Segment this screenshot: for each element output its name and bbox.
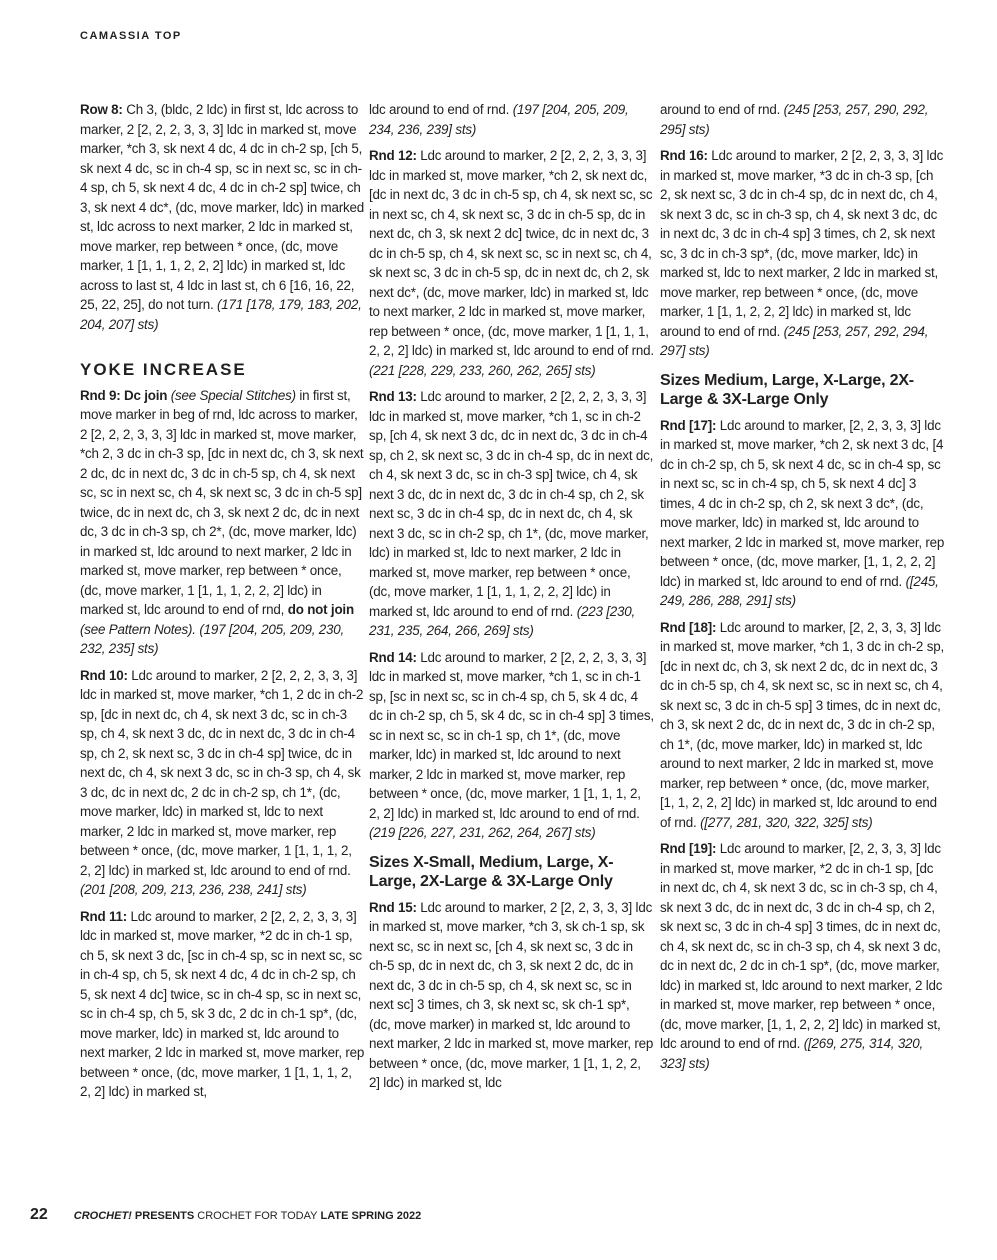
sizes-heading: Sizes Medium, Large, X-Large, 2X-Large & 3X-Large Only [660,371,914,408]
stitch-count: ([277, 281, 320, 322, 325] sts) [700,814,873,830]
rnd-13-instruction: Rnd 13: Ldc around to marker, 2 [2, 2, 2, 3, 3, 3] ldc in marked st, move marker, *ch 1, sc in ch-2 sp, [ch 4, sk next 3 dc, dc in next dc, 3 dc in ch-4 sp, ch 2, sk next sc, 3 dc in ch-4 sp, dc in next dc, ch 4, sk next 3 dc, sc in ch-3 sp] twice, ch 4, sk next 3 dc, dc in next dc, 3 dc in ch-4 sp, ch 2, sk next sc, 3 dc in ch-4 sp, dc in next dc, ch 4, sk next 3 dc, sc in ch-2 sp, ch 1*, (dc, move marker, ldc) in marked st, ldc to next marker, 2 ldc in marked st, move marker, rep between * once, (dc, move marker, 1 [1, 1, 1, 2, 2, 2] ldc) in marked st, ldc around to end of rnd. (223 [230, 231, 235, 264, 266, 269] sts) [369,389,654,638]
row-label: Rnd 12: [369,148,417,163]
rnd-15-instruction: Rnd 15: Ldc around to marker, 2 [2, 2, 3, 3, 3] ldc in marked st, move marker, *ch 3, sk ch-1 sp, sk next sc, sc in next sc, [ch 4, sk next sc, 3 dc in ch-5 sp, dc in next dc, ch 3, sk next 2 dc, dc in next dc, 3 dc in ch-5 sp, ch 4, sk next sc, sc in next sc] 3 times, ch 3, sk next sc, sk ch-1 sp*, (dc, move marker) in marked st, ldc around to next marker, 2 ldc in marked st, move marker, rep between * once, (dc, move marker, 1 [1, 1, 2, 2, 2] ldc) in marked st, ldc [369,899,654,1090]
section-title: YOKE INCREASE [80,360,247,379]
rnd-11-instruction: Rnd 11: Ldc around to marker, 2 [2, 2, 2, 3, 3, 3] ldc in marked st, move marker, *2 dc in ch-1 sp, ch 5, sk next 3 dc, [sc in ch-4 sp, sc in next sc, sc in ch-4 sp, ch 5, sk next 4 dc, 4 dc in ch-2 sp, ch 5, sk next 4 dc] twice, sc in ch-4 sp, sc in next sc, sc in ch-4 sp, ch 5, sk 3 dc, 2 dc in ch-1 sp*, (dc, move marker, ldc) in marked st, ldc around to next marker, 2 ldc in marked st, move marker, rep between * once, (dc, move marker, 1 [1, 1, 1, 2, 2, 2] ldc) in marked st, [80,908,365,1099]
running-header: CAMASSIA TOP [80,30,182,42]
row-label: Rnd 10: [80,667,128,683]
stitch-count: (171 [178, 179, 183, 202, 204, 207] sts) [80,297,362,332]
magazine-brand: CROCHET! [73,1210,132,1222]
row-label: Rnd [17]: [660,417,717,433]
column-1 [80,100,365,1109]
row-label: Rnd 16: [660,148,708,163]
rnd-17-instruction: Rnd [17]: Ldc around to marker, [2, 2, 3, 3, 3] ldc in marked st, move marker, *ch 2, sk next 3 dc, [4 dc in ch-2 sp, ch 5, sk next 4 dc, sc in ch-4 sp, sc in next sc, sc in ch-4 sp, ch 5, sk next 4 dc] 3 times, 4 dc in ch-2 sp, ch 2, sk next 3 dc*, (dc, move marker, ldc) in marked st, ldc around to next marker, 2 ldc in marked st, move marker, rep between * once, (dc, move marker, [1, 1, 2, 2, 2] ldc) in marked st, ldc around to end of rnd. ([245, 249, 286, 288, 291] sts) [660,417,945,608]
rnd-12-instruction: Rnd 12: Ldc around to marker, 2 [2, 2, 2, 3, 3, 3] ldc in marked st, move marker, *ch 2, sk next dc, [dc in next dc, 3 dc in ch-5 sp, ch 4, sk next sc, sc in next sc, ch 4, sk next sc, 3 dc in ch-5 sp, dc in next dc, ch 3, sk next 2 dc] twice, dc in next dc, 3 dc in ch-5 sp, ch 4, sk next sc, sc in next sc, ch 4, sk next sc, 3 dc in ch-5 sp, dc in next dc, ch 2, sk next dc*, (dc, move marker, ldc) in marked st, ldc to next marker, 2 ldc in marked st, move marker, rep between * once, (dc, move marker, 1 [1, 1, 1, 2, 2, 2] ldc) in marked st, ldc around to end of rnd. (221 [228, 229, 233, 260, 262, 265] sts) [369,148,654,378]
row-label: Rnd 15: [369,899,417,915]
rnd-16-instruction: Rnd 16: Ldc around to marker, 2 [2, 2, 3, 3, 3] ldc in marked st, move marker, *3 dc in ch-3 sp, [ch 2, sk next sc, 3 dc in ch-4 sp, dc in next dc, ch 4, sk next 3 dc, sc in ch-3 sp, ch 4, sk next 3 dc, dc in next dc, 3 dc in ch-4 sp] 3 times, ch 2, sk next sc, 3 dc in ch-3 sp*, (dc, move marker, ldc) in marked st, ldc to next marker, 2 ldc in marked st, move marker, rep between * once, (dc, move marker, 1 [1, 1, 2, 2, 2] ldc) in marked st, ldc around to end of rnd. (245 [253, 257, 292, 294, 297] sts) [660,148,944,358]
row-label: Rnd 11: [80,908,127,924]
stitch-count: (221 [228, 229, 233, 260, 262, 265] sts) [369,362,596,378]
row-label: Rnd [18]: [660,619,717,635]
stitch-count: (219 [226, 227, 231, 262, 264, 267] sts) [369,825,596,840]
column-2 [369,100,654,1100]
stitch-count: (201 [208, 209, 213, 236, 238, 241] sts) [80,882,307,897]
row-label: Rnd 9: Dc join [80,387,168,403]
row-label: Rnd [19]: [660,841,717,856]
stitch-count: (245 [253, 257, 292, 294, 297] sts) [660,323,929,358]
rnd-9-instruction: Rnd 9: Dc join (see Special Stitches) in first st, move marker in beg of rnd, ldc across to marker, 2 [2, 2, 2, 3, 3, 3] ldc in marked st, move marker, *ch 2, 3 dc in ch-3 sp, [dc in next dc, ch 3, sk next 2 dc, dc in next dc, 3 dc in ch-5 sp, ch 4, sk next sc, sc in next sc, ch 4, sk next sc, 3 dc in ch-5 sp] twice, dc in next dc, ch 3, sk next 2 dc, dc in next dc, 3 dc in ch-3 sp, ch 2*, (dc, move marker, ldc) in marked st, ldc around to next marker, 2 ldc in marked st, move marker, rep between * once, (dc, move marker, 1 [1, 1, 1, 2, 2, 2] ldc) in marked st, ldc around to end of rnd, do not join (see Pattern Notes). (197 [204, 205, 209, 230, 232, 235] sts) [80,387,364,656]
issue-label: LATE SPRING 2022 [317,1210,422,1222]
rnd-19-instruction: Rnd [19]: Ldc around to marker, [2, 2, 3, 3, 3] ldc in marked st, move marker, *2 dc in ch-1 sp, [dc in next dc, ch 4, sk next 3 dc, sc in ch-3 sp, ch 4, sk next 3 dc, dc in next dc, 3 dc in ch-4 sp, ch 2, sk next sc, 3 dc in ch-4 sp] 3 times, dc in next dc, ch 4, sk next dc, sc in ch-3 sp, ch 4, sk next 3 dc, dc in next dc, 2 dc in ch-1 sp*, (dc, move marker, ldc) in marked st, ldc around to next marker, 2 ldc in marked st, move marker, rep between * once, (dc, move marker, [1, 1, 2, 2, 2] ldc) in marked st, ldc around to end of rnd. ([269, 275, 314, 320, 323] sts) [660,841,943,1071]
row-label: Rnd 13: [369,389,417,404]
sizes-heading: Sizes X-Small, Medium, Large, X-Large, 2X-Large & 3X-Large Only [369,853,614,890]
stitch-count: (245 [253, 257, 290, 292, 295] sts) [660,102,929,137]
stitch-count: (223 [230, 231, 235, 264, 266, 269] sts) [369,603,636,638]
page-footer: 22 CROCHET! PRESENTS CROCHET FOR TODAY LATE SPRING 2022 [30,1206,422,1223]
rnd-14-instruction: Rnd 14: Ldc around to marker, 2 [2, 2, 2, 3, 3, 3] ldc in marked st, move marker, *ch 1, sc in ch-1 sp, [sc in next sc, sc in ch-4 sp, ch 5, sk 4 dc, 4 dc in ch-2 sp, ch 5, sk 4 dc, sc in ch-4 sp] 3 times, sc in next sc, sc in ch-1 sp, ch 1*, (dc, move marker, ldc) in marked st, ldc around to next marker, 2 ldc in marked st, move marker, rep between * once, (dc, move marker, 1 [1, 1, 1, 2, 2, 2] ldc) in marked st, ldc around to end of rnd. (219 [226, 227, 231, 262, 264, 267] sts) [369,649,654,840]
rnd-11-continued: ldc around to end of rnd. (197 [204, 205, 209, 234, 236, 239] sts) [369,102,629,137]
rnd-15-continued: around to end of rnd. (245 [253, 257, 290, 292, 295] sts) [660,102,929,137]
stitch-count: ([245, 249, 286, 288, 291] sts) [660,573,939,608]
row-label: Rnd 14: [369,649,417,665]
rnd-10-instruction: Rnd 10: Ldc around to marker, 2 [2, 2, 2, 3, 3, 3] ldc in marked st, move marker, *ch 1, 2 dc in ch-2 sp, [dc in next dc, ch 4, sk next 3 dc, sc in ch-3 sp, ch 4, sk next 3 dc, dc in next dc, 3 dc in ch-4 sp, ch 2, sk next sc, 3 dc in ch-4 sp] twice, dc in next dc, ch 4, sk next 3 dc, sc in ch-3 sp, ch 4, sk 3 dc, dc in next dc, 2 dc in ch-2 sp, ch 1*, (dc, move marker, ldc) in marked st, ldc to next marker, 2 ldc in marked st, move marker, rep between * once, (dc, move marker, 1 [1, 1, 1, 2, 2, 2] ldc) in marked st, ldc around to end of rnd. (201 [208, 209, 213, 236, 238, 241] sts) [80,667,364,897]
row-label: Row 8: [80,102,123,117]
column-3 [660,100,945,1080]
page-number: 22 [30,1206,48,1223]
stitch-count: (see Pattern Notes). (197 [204, 205, 209, 230, 232, 235] sts) [80,621,344,656]
stitch-count: (197 [204, 205, 209, 234, 236, 239] sts) [369,102,629,137]
rnd-18-instruction: Rnd [18]: Ldc around to marker, [2, 2, 3, 3, 3] ldc in marked st, move marker, *ch 1, 3 dc in ch-2 sp, [dc in next dc, ch 3, sk next 2 dc, dc in next dc, 3 dc in ch-5 sp, ch 4, sk next sc, sc in next sc, ch 4, sk next sc, 3 dc in ch-5 sp] 3 times, dc in next dc, ch 3, sk next 2 dc, dc in next dc, 3 dc in ch-2 sp, ch 1*, (dc, move marker, ldc) in marked st, ldc around to next marker, 2 ldc in marked st, move marker, rep between * once, (dc, move marker, [1, 1, 2, 2, 2] ldc) in marked st, ldc around to end of rnd. ([277, 281, 320, 322, 325] sts) [660,619,944,830]
magazine-title: CROCHET FOR TODAY [194,1210,318,1222]
stitch-count: ([269, 275, 314, 320, 323] sts) [660,1036,924,1071]
row-8-instruction: Row 8: Ch 3, (bldc, 2 ldc) in first st, ldc across to marker, 2 [2, 2, 2, 3, 3, 3] ldc in marked st, move marker, *ch 3, sk next 4 dc, 4 dc in ch-2 sp, [ch 5, sk next 4 dc, sc in ch-4 sp, sc in next sc, sc in ch-4 sp, ch 5, sk next 4 dc, 4 dc in ch-2 sp] twice, ch 3, sk next 4 dc*, (dc, move marker, ldc) in marked st, ldc across to next marker, 2 ldc in marked st, move marker, rep between * once, (dc, move marker, 1 [1, 1, 1, 2, 2, 2] ldc) in marked st, ldc across to last st, 4 ldc in last st, ch 6 [16, 16, 22, 25, 22, 25], do not turn. (171 [178, 179, 183, 202, 204, 207] sts) [80,102,364,332]
